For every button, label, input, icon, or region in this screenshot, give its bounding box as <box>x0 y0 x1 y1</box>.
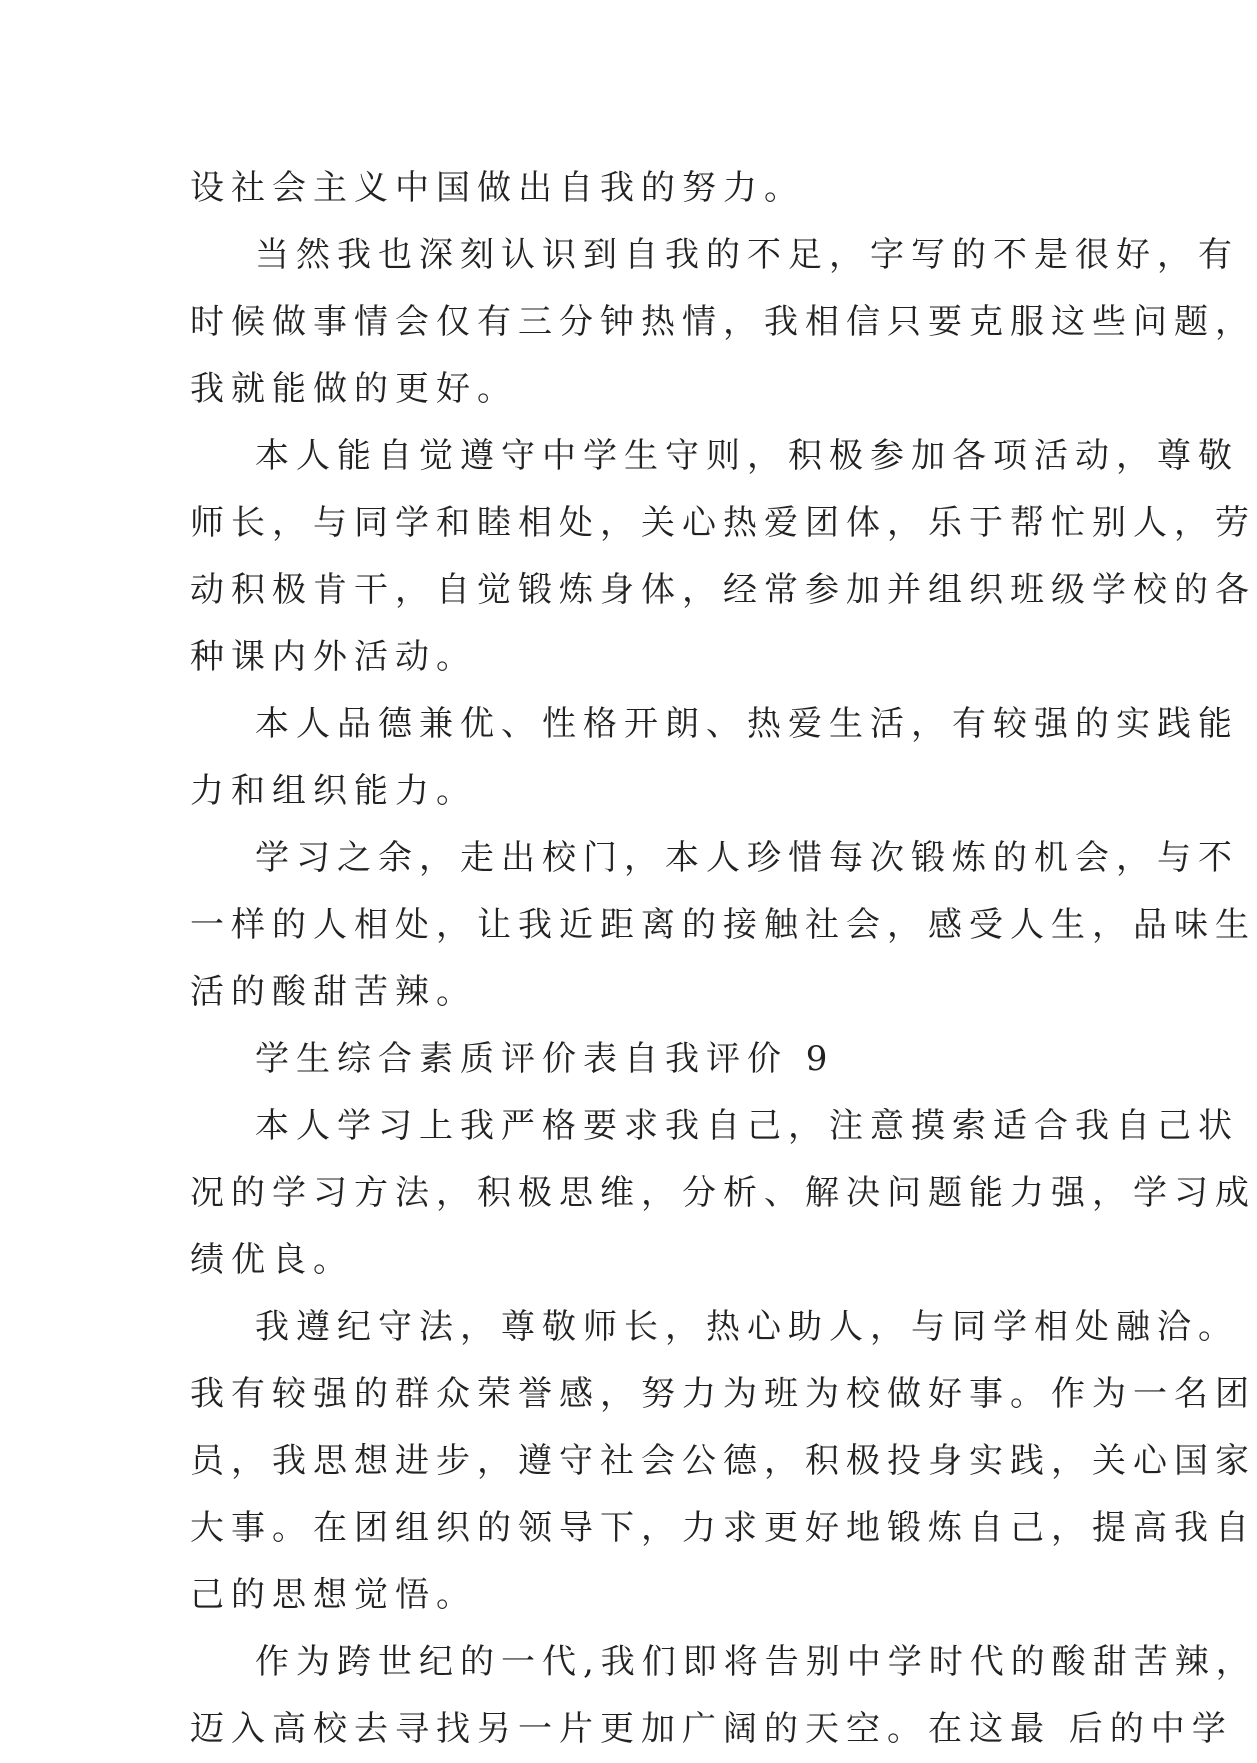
text-line: 时候做事情会仅有三分钟热情，我相信只要克服这些问题， <box>190 302 1256 342</box>
paragraph-first-line: 本人能自觉遵守中学生守则，积极参加各项活动，尊敬 <box>255 436 1239 476</box>
text-line: 种课内外活动。 <box>190 637 477 677</box>
text-line: 我就能做的更好。 <box>190 369 518 409</box>
section-heading: 学生综合素质评价表自我评价 9 <box>255 1039 835 1079</box>
text-line: 活的酸甜苦辣。 <box>190 972 477 1012</box>
paragraph-first-line: 学习之余，走出校门，本人珍惜每次锻炼的机会，与不 <box>255 838 1239 878</box>
paragraph-first-line: 作为跨世纪的一代,我们即将告别中学时代的酸甜苦辣， <box>255 1642 1257 1682</box>
document-body <box>190 155 1257 1763</box>
text-line: 员，我思想进步，遵守社会公德，积极投身实践，关心国家 <box>190 1441 1256 1481</box>
paragraph-first-line: 本人学习上我严格要求我自己，注意摸索适合我自己状 <box>255 1106 1239 1146</box>
text-line: 一样的人相处，让我近距离的接触社会，感受人生，品味生 <box>190 905 1256 945</box>
text-line: 大事。在团组织的领导下，力求更好地锻炼自己，提高我自 <box>190 1508 1256 1548</box>
text-line: 绩优良。 <box>190 1240 354 1280</box>
text-line: 动积极肯干，自觉锻炼身体，经常参加并组织班级学校的各 <box>190 570 1256 610</box>
text-line: 己的思想觉悟。 <box>190 1575 477 1615</box>
text-line: 况的学习方法，积极思维，分析、解决问题能力强，学习成 <box>190 1173 1256 1213</box>
text-line: 迈入高校去寻找另一片更加广阔的天空。在这最 后的中学 <box>190 1709 1233 1749</box>
paragraph-first-line: 当然我也深刻认识到自我的不足，字写的不是很好，有 <box>255 235 1239 275</box>
text-line: 力和组织能力。 <box>190 771 477 811</box>
paragraph-first-line: 我遵纪守法，尊敬师长，热心助人，与同学相处融洽。 <box>255 1307 1239 1347</box>
text-line: 我有较强的群众荣誉感，努力为班为校做好事。作为一名团 <box>190 1374 1256 1414</box>
text-line: 师长，与同学和睦相处，关心热爱团体，乐于帮忙别人，劳 <box>190 503 1256 543</box>
paragraph-first-line: 本人品德兼优、性格开朗、热爱生活，有较强的实践能 <box>255 704 1239 744</box>
text-line: 设社会主义中国做出自我的努力。 <box>190 168 805 208</box>
